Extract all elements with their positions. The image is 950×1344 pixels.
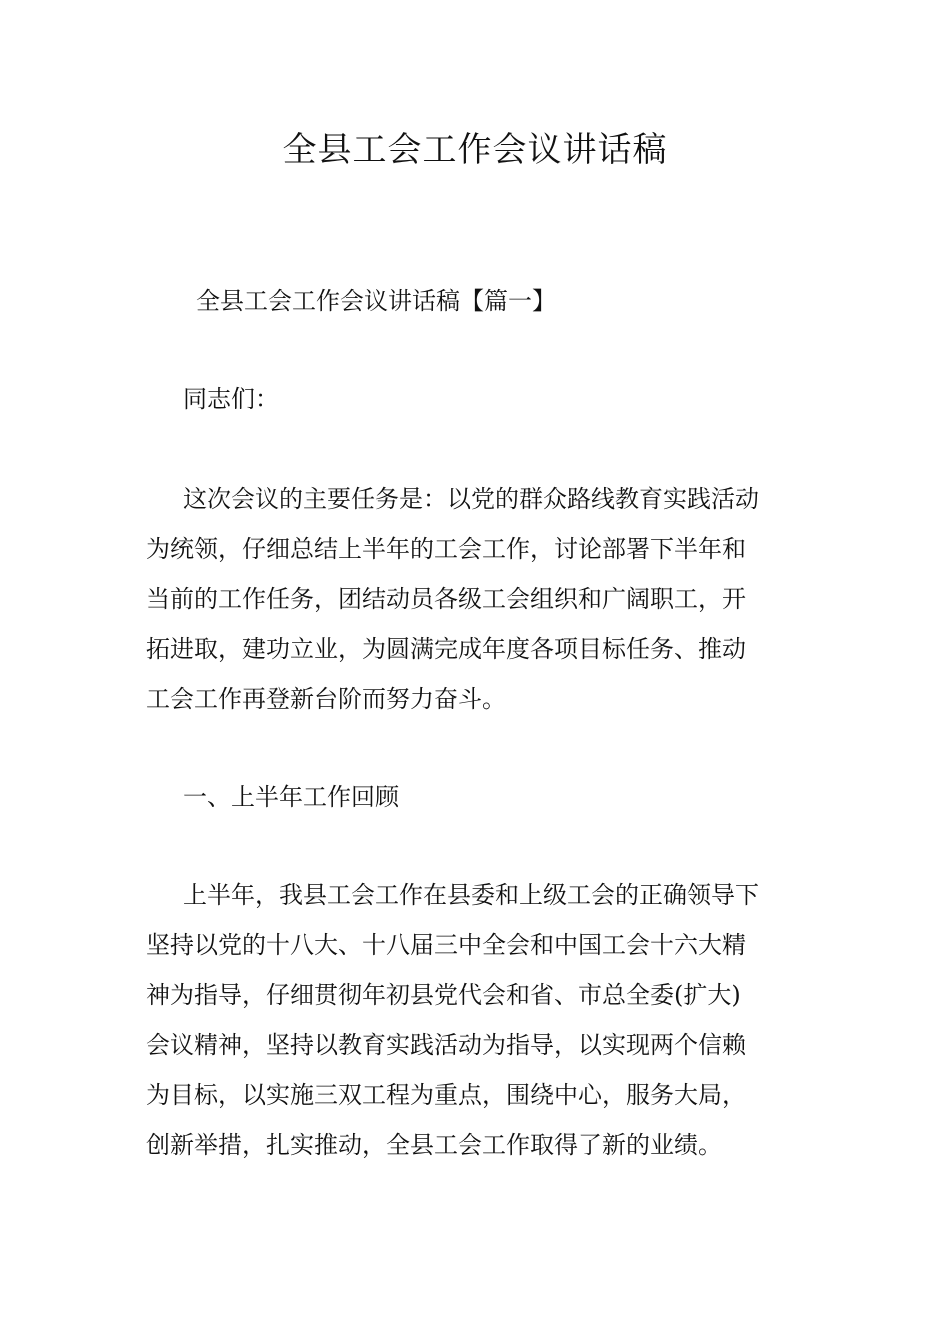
paragraph-line: 坚持以党的十八大、十八届三中全会和中国工会十六大精 [146, 931, 746, 959]
paragraph-line: 拓进取，建功立业，为圆满完成年度各项目标任务、推动 [146, 635, 746, 663]
paragraph-line: 上半年，我县工会工作在县委和上级工会的正确领导下 [183, 881, 759, 909]
document-title: 全县工会工作会议讲话稿 [282, 130, 668, 170]
paragraph-line: 为目标，以实施三双工程为重点，围绕中心，服务大局， [146, 1081, 746, 1109]
greeting: 同志们： [183, 385, 279, 413]
paragraph-line: 当前的工作任务，团结动员各级工会组织和广阔职工，开 [146, 585, 746, 613]
paragraph-line: 这次会议的主要任务是：以党的群众路线教育实践活动 [183, 485, 759, 513]
paragraph-line: 工会工作再登新台阶而努力奋斗。 [146, 685, 506, 713]
paragraph-line: 会议精神，坚持以教育实践活动为指导，以实现两个信赖 [146, 1031, 746, 1059]
paragraph-line: 创新举措，扎实推动，全县工会工作取得了新的业绩。 [146, 1131, 722, 1159]
paragraph-line: 神为指导，仔细贯彻年初县党代会和省、市总全委(扩大) [146, 981, 741, 1009]
paragraph-review [146, 870, 806, 1170]
section-heading-review: 一、上半年工作回顾 [183, 783, 399, 811]
paragraph-task [146, 474, 806, 724]
section-title: 全县工会工作会议讲话稿【篇一】 [196, 287, 556, 315]
paragraph-line: 为统领，仔细总结上半年的工会工作，讨论部署下半年和 [146, 535, 746, 563]
